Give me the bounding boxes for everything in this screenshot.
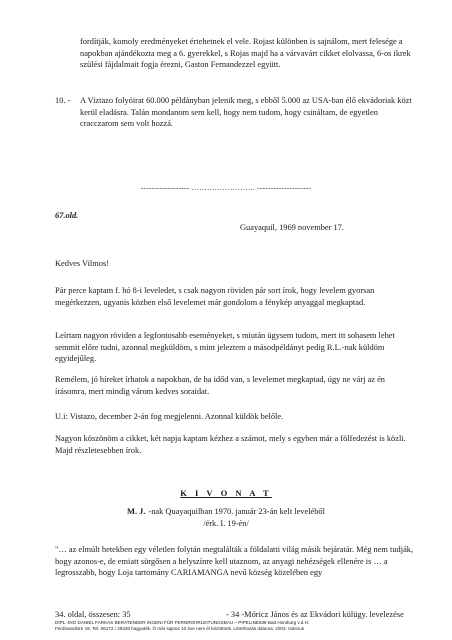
letter-paragraph: Pár perce kaptam f. hó 8-i leveledet, s csak nagyon röviden pár sort írok, hogy levelem gyorsan megérkezzen, ugyanis közben első levelemet már gondolom a fénykép anyaggal megkaptad. <box>55 286 375 307</box>
kivonat-sender: M. J. <box>127 507 146 516</box>
letter-date: Guayaquil, 1969 november 17. <box>240 223 344 232</box>
item-text: A Viztazo folyóirat 60.000 példányban jelenik meg, s ebből 5.000 az USA-ban élő ekvádoriak közt kerül eladásra. Talán mondanom sem kell, hogy nem tudom, hogy csináltam, de egyetlen cracczarom sem volt hozzá. <box>80 96 412 129</box>
kivonat-source-text: -nak Quayaquilban 1970. január 23-án kelt leveléből <box>148 507 325 516</box>
footer-page-count: 34. oldal, összesen: 35 <box>55 610 131 619</box>
kivonat-quote: "… az elmúlt hetekben egy véletlen folytán megtalálták a földalatti világ másik bejáratár. Még nem tudják, hogy azonos-e, de emiatt sürgősen a helyszínre kell utaznom, az anyagi nehézségek ellenére is … a legrosszabb, hogy Loja tartomány CARIAMANGA nevű község közelében egy <box>55 545 414 578</box>
letter-closing-paragraph: Nagyon köszönöm a cikket, két napja kaptam kézhez a számot, mely s egyben már a fölfedezést is közli. Majd részletesebben írok. <box>55 434 406 455</box>
letter-paragraph: Remélem, jó híreket írhatok a napokban, de ha időd van, s levelemet megkaptad, úgy ne várj az én írásomra, mert mindig várom kedves soraidat. <box>55 375 385 396</box>
continuation-paragraph: fordítják, komoly eredményeket értehetnek el vele. Rojast különben is sajnálom, mert felesége a napokban ajándékozta meg a 6. gyerekkel, s Rojas majd ha a várvavárt cikket elolvassa, 6-os ikrek szülési fájdalmait fogja érezni, Gaston Fernandezzel együtt. <box>80 37 411 70</box>
page-reference: 67.old. <box>55 211 79 220</box>
section-separator: ------------------ ……………………. -------------------- <box>140 183 312 192</box>
footer-document-title: - 34 -Móricz János és az Ekvádori külügy. levelezése <box>226 610 404 619</box>
postscript: U.i: Vistazo, december 2-án fog megjelenni. Azonnal küldök belőle. <box>55 412 284 421</box>
letter-paragraph: Leírtam nagyon röviden a legfontosabb eseményeket, s miután ügysem tudom, mert itt sohasem lehet semmit előre tudni, azonnal megküldöm, s mint jeleztem a másodpéldányt pedig R.L.-nak küldöm egyidejűleg. <box>55 331 395 364</box>
kivonat-title: K I V O N A T <box>180 488 272 498</box>
imprint-line: Ferdinandstre 19, Tel. 06172 / 29330 hagyaték. Ö már sajnos 10 éve nem él közöttünk. Létrehozás dátuma: 2003. március <box>55 626 305 632</box>
numbered-item-10 <box>55 95 416 130</box>
letter-salutation: Kedves Vilmos! <box>55 259 110 268</box>
imprint-line: DIPL.-ING DANIEL FARKAS BERATENDER INGENI FÜR FERNROHRLEITUNGSBAU – PIPELINE638 Bad Homburg v.d.H. <box>55 620 310 625</box>
footer-imprint <box>55 620 417 632</box>
item-number: 10. - <box>55 96 71 105</box>
kivonat-source-line <box>0 506 452 518</box>
kivonat-received-line: /érk. I. 19-én/ <box>203 519 249 528</box>
